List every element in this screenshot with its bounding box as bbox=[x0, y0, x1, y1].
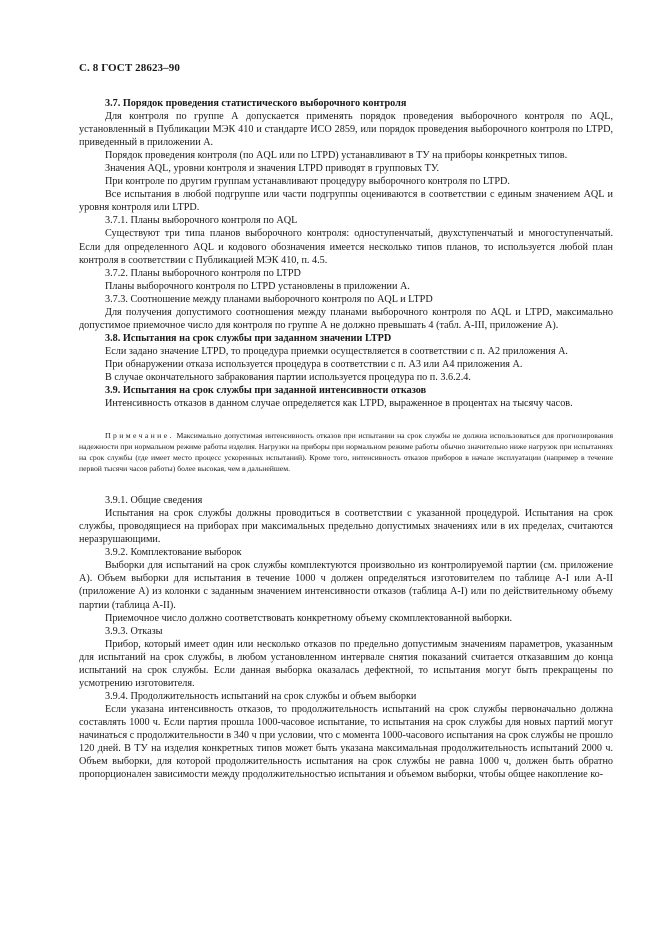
subsection-title: 3.7.1. Планы выборочного контроля по AQL bbox=[105, 215, 298, 227]
running-head: С. 8 ГОСТ 28623–90 bbox=[79, 62, 180, 74]
paragraph: Существуют три типа планов выборочного контроля: одноступенчатый, двухступенчатый и многоступенчатый. Если для определенного AQL и кодового обозначения имеется несколько типов планов, то используется любой план контроля в соответствии с Публикацией МЭК 410, п. 4.5. bbox=[79, 228, 613, 266]
paragraph: При контроле по другим группам устанавливают процедуру выборочного контроля по LTPD. bbox=[105, 176, 510, 188]
subsection-title: 3.7.2. Планы выборочного контроля по LTPD bbox=[105, 267, 301, 279]
paragraph: Если указана интенсивность отказов, то продолжительность испытаний на срок службы первоначально должна составлять 1000 ч. Если партия прошла 1000-часовое испытание, то испытания на срок службы для новых партий могут начинаться с продолжительности в 340 ч при условии, что с момента 1000-часового испытания на срок службы не прошло 120 дней. В ТУ на изделия конкретных типов может быть указана максимальная продолжительность испытаний 2000 ч. Объем выборки, для которой продолжительность испытания на срок службы не равна 1000 ч, должен быть обратно пропорционален зависимости между продолжительностью испытания и объемом выборки, чтобы общее накопление ко- bbox=[79, 703, 613, 781]
section-heading: 3.8. Испытания на срок службы при заданном значении LTPD bbox=[105, 332, 392, 344]
subsection-title: 3.9.3. Отказы bbox=[105, 625, 163, 637]
paragraph: Все испытания в любой подгруппе или части подгруппы оцениваются в соответствии с единым значением AQL и уровня контроля или LTPD. bbox=[79, 189, 613, 214]
note-block bbox=[79, 430, 613, 474]
document-page bbox=[79, 62, 613, 781]
paragraph: Испытания на срок службы должны проводиться в соответствии с указанной процедурой. Испытания на срок службы, проводящиеся на приборах при максимальных предельно допустимых значениях или в их пределах, считаются неразрушающими. bbox=[79, 508, 613, 546]
section-3-7-to-3-9 bbox=[79, 97, 613, 410]
paragraph: В случае окончательного забракования партии используется процедура по п. 3.6.2.4. bbox=[105, 371, 471, 383]
subsection-title: 3.9.4. Продолжительность испытаний на срок службы и объем выборки bbox=[105, 690, 417, 702]
subsection-title: 3.9.2. Комплектование выборок bbox=[105, 547, 242, 559]
paragraph: Для получения допустимого соотношения между планами выборочного контроля по AQL и LTPD, максимально допустимое приемочное число для контроля по группе А не должно превышать 4 (табл. А-III, приложение А). bbox=[79, 306, 613, 331]
section-3-9-subsections bbox=[79, 494, 613, 781]
note-text: Максимально допустимая интенсивность отказов при испытании на срок службы не должна использоваться для прогнозирования надежности при нормальном режиме работы изделия. Нагрузки на приборы при нормальном режиме работы обычно значительно ниже нагрузок при испытаниях на срок службы (где имеет место процесс ускоренных испытаний). Кроме того, интенсивность отказов приборов в начале эксплуатации (например в течение первой тысячи часов работы) более высокая, чем в дальнейшем. bbox=[79, 431, 613, 474]
subsection-title: 3.7.3. Соотношение между планами выборочного контроля по AQL и LTPD bbox=[105, 293, 433, 305]
section-heading: 3.7. Порядок проведения статистического выборочного контроля bbox=[105, 98, 407, 109]
paragraph: При обнаружении отказа используется процедура в соответствии с п. А3 или А4 приложения А. bbox=[105, 358, 523, 370]
note-label: Примечание. bbox=[105, 431, 174, 441]
paragraph: Выборки для испытаний на срок службы комплектуются произвольно из контролируемой партии (см. приложение А). Объем выборки для испытания в течение 1000 ч должен определяться изготовителем по таблице А-I или А-II (приложение А) из колонки с заданным значением интенсивности отказов (таблица А-I) или по действительному объему партии (таблица А-II). bbox=[79, 560, 613, 611]
subsection-title: 3.9.1. Общие сведения bbox=[105, 495, 203, 507]
paragraph: Приемочное число должно соответствовать конкретному объему скомплектованной выборки. bbox=[105, 612, 513, 624]
paragraph: Планы выборочного контроля по LTPD установлены в приложении А. bbox=[105, 280, 410, 292]
paragraph: Интенсивность отказов в данном случае определяется как LTPD, выраженное в процентах на тысячу часов. bbox=[105, 398, 573, 410]
paragraph: Для контроля по группе А допускается применять порядок проведения выборочного контроля по AQL, установленный в Публикации МЭК 410 и стандарте ИСО 2859, или порядок проведения выборочного контроля по LTPD, приведенный в приложении А. bbox=[79, 111, 613, 149]
paragraph: Если задано значение LTPD, то процедура приемки осуществляется в соответствии с п. А2 приложения А. bbox=[105, 345, 568, 357]
paragraph: Прибор, который имеет один или несколько отказов по предельно допустимым значениям параметров, указанным для испытаний на срок службы, в любом установленном интервале снятия показаний считается отказавшим до конца испытаний на срок службы. Если данная выборка оказалась дефектной, то испытания могут быть прекращены по усмотрению изготовителя. bbox=[79, 638, 613, 689]
section-heading: 3.9. Испытания на срок службы при заданной интенсивности отказов bbox=[105, 385, 427, 397]
paragraph: Порядок проведения контроля (по AQL или по LTPD) устанавливают в ТУ на приборы конкретных типов. bbox=[105, 150, 568, 162]
paragraph: Значения AQL, уровни контроля и значения LTPD приводят в групповых ТУ. bbox=[105, 163, 440, 175]
